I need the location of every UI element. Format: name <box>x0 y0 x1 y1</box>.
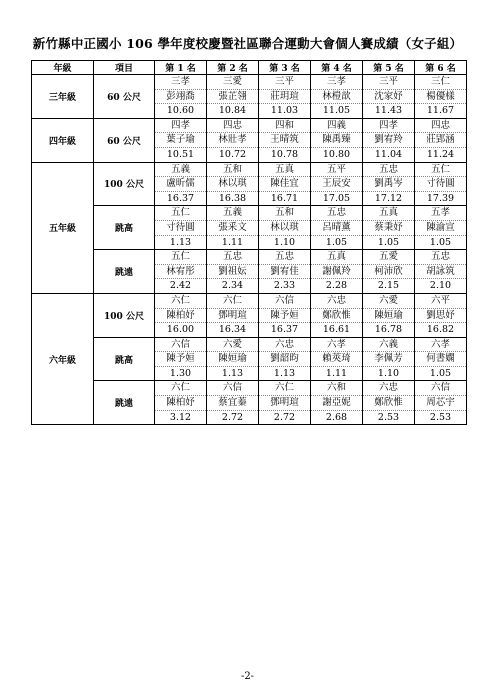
result-score: 2.42 <box>155 278 206 293</box>
result-score: 11.43 <box>363 103 414 118</box>
result-name: 楊優樣 <box>415 89 466 104</box>
result-score: 1.11 <box>311 366 362 381</box>
result-score: 1.13 <box>207 366 258 381</box>
result-cell <box>207 206 259 250</box>
grade-cell: 四年級 <box>32 118 94 162</box>
result-cell <box>207 118 259 162</box>
result-name: 彭翊喬 <box>155 89 206 104</box>
result-name: 劉思妤 <box>415 308 466 323</box>
result-cell <box>207 337 259 381</box>
result-name: 莊郢涵 <box>415 132 466 147</box>
table-row <box>32 162 467 206</box>
result-score: 2.15 <box>363 278 414 293</box>
result-name: 陳予姮 <box>259 308 310 323</box>
result-name: 劉祖妘 <box>207 264 258 279</box>
result-cell <box>363 75 415 119</box>
table-row <box>32 250 467 294</box>
result-score: 1.13 <box>155 235 206 250</box>
result-cell <box>363 337 415 381</box>
result-name: 莊玥瑄 <box>259 89 310 104</box>
result-cell <box>259 293 311 337</box>
result-class: 六仁 <box>222 294 242 306</box>
result-score: 2.28 <box>311 278 362 293</box>
result-class: 六信 <box>222 382 242 394</box>
result-cell <box>207 75 259 119</box>
result-class: 五平 <box>326 163 346 175</box>
result-class: 五忠 <box>222 251 242 263</box>
grade-cell: 三年級 <box>32 75 94 119</box>
result-name: 陳佳宜 <box>259 176 310 191</box>
result-name: 陳渝宣 <box>415 220 466 235</box>
result-cell <box>363 162 415 206</box>
results-table <box>31 60 467 425</box>
result-name: 陳予姮 <box>155 351 206 366</box>
result-cell <box>311 381 363 425</box>
result-class: 五忠 <box>274 251 294 263</box>
result-score: 11.05 <box>311 103 362 118</box>
result-cell <box>259 337 311 381</box>
grade-cell: 五年級 <box>32 162 94 293</box>
result-cell <box>155 206 207 250</box>
result-class: 五和 <box>274 207 294 219</box>
result-class: 六忠 <box>274 338 294 350</box>
header-place-4: 第 4 名 <box>311 61 363 75</box>
result-score: 16.37 <box>155 191 206 206</box>
event-cell: 跳遠 <box>94 250 155 294</box>
result-name: 謝亞妮 <box>311 395 362 410</box>
result-cell <box>415 162 467 206</box>
result-class: 四孝 <box>170 119 190 131</box>
result-cell <box>259 162 311 206</box>
event-cell: 100 公尺 <box>94 162 155 206</box>
result-cell <box>155 381 207 425</box>
result-name: 陳柏妤 <box>155 395 206 410</box>
result-score: 16.78 <box>363 322 414 337</box>
result-class: 五孝 <box>430 207 450 219</box>
result-name: 鄭欣惟 <box>363 395 414 410</box>
result-score: 2.53 <box>415 410 466 425</box>
result-class: 六忠 <box>378 382 398 394</box>
result-cell <box>415 206 467 250</box>
result-score: 2.33 <box>259 278 310 293</box>
table-row <box>32 75 467 119</box>
result-name: 林宥彤 <box>155 264 206 279</box>
result-class: 六義 <box>378 338 398 350</box>
result-cell <box>155 118 207 162</box>
result-cell <box>207 381 259 425</box>
result-class: 五忠 <box>378 163 398 175</box>
page-number: -2- <box>240 671 255 682</box>
result-cell <box>311 337 363 381</box>
result-cell <box>259 381 311 425</box>
header-row <box>32 61 467 75</box>
result-cell <box>363 250 415 294</box>
result-class: 三仁 <box>430 76 450 87</box>
result-score: 11.67 <box>415 103 466 118</box>
result-class: 三平 <box>274 76 294 87</box>
result-name: 林以琪 <box>259 220 310 235</box>
header-place-3: 第 3 名 <box>259 61 311 75</box>
result-class: 五真 <box>378 207 398 219</box>
result-class: 六愛 <box>378 294 398 306</box>
result-class: 五忠 <box>326 207 346 219</box>
result-cell <box>311 206 363 250</box>
result-score: 2.72 <box>259 410 310 425</box>
result-cell <box>155 75 207 119</box>
result-class: 四忠 <box>222 119 242 131</box>
result-class: 五忠 <box>430 251 450 263</box>
result-class: 三愛 <box>222 76 242 87</box>
event-cell: 跳高 <box>94 337 155 381</box>
result-score: 1.05 <box>415 366 466 381</box>
result-class: 六忠 <box>326 294 346 306</box>
result-cell <box>415 75 467 119</box>
result-cell <box>415 337 467 381</box>
grade-cell: 六年級 <box>32 293 94 424</box>
result-class: 三平 <box>378 76 398 87</box>
result-score: 16.34 <box>207 322 258 337</box>
results-body <box>32 75 467 425</box>
result-cell <box>207 162 259 206</box>
result-name: 謝佩羚 <box>311 264 362 279</box>
result-name: 劉禹岑 <box>363 176 414 191</box>
result-class: 六和 <box>326 382 346 394</box>
result-cell <box>259 206 311 250</box>
result-name: 陳柏妤 <box>155 308 206 323</box>
event-cell: 跳遠 <box>94 381 155 425</box>
result-cell <box>363 381 415 425</box>
result-name: 鄧明瑄 <box>259 395 310 410</box>
result-score: 1.13 <box>259 366 310 381</box>
result-name: 賴莢琦 <box>311 351 362 366</box>
result-score: 1.30 <box>155 366 206 381</box>
result-class: 五和 <box>222 163 242 175</box>
result-cell <box>415 250 467 294</box>
result-score: 10.84 <box>207 103 258 118</box>
result-class: 三孝 <box>326 76 346 87</box>
result-name: 沈家妤 <box>363 89 414 104</box>
result-cell <box>155 337 207 381</box>
result-score: 2.34 <box>207 278 258 293</box>
result-cell <box>311 162 363 206</box>
result-name: 蔡宜蓁 <box>207 395 258 410</box>
table-row <box>32 381 467 425</box>
result-score: 16.82 <box>415 322 466 337</box>
result-cell <box>415 118 467 162</box>
result-score: 16.61 <box>311 322 362 337</box>
result-score: 1.05 <box>311 235 362 250</box>
result-score: 16.00 <box>155 322 206 337</box>
result-class: 五愛 <box>378 251 398 263</box>
event-cell: 跳高 <box>94 206 155 250</box>
result-class: 五真 <box>274 163 294 175</box>
result-name: 林壯孝 <box>207 132 258 147</box>
result-class: 四孝 <box>378 119 398 131</box>
result-cell <box>415 293 467 337</box>
result-cell <box>155 293 207 337</box>
result-score: 16.38 <box>207 191 258 206</box>
result-class: 五仁 <box>170 207 190 219</box>
result-name: 周芯宇 <box>415 395 466 410</box>
table-row <box>32 337 467 381</box>
result-name: 林以琪 <box>207 176 258 191</box>
table-row <box>32 206 467 250</box>
result-class: 三孝 <box>170 76 190 87</box>
event-cell: 60 公尺 <box>94 75 155 119</box>
header-place-5: 第 5 名 <box>363 61 415 75</box>
document-title: 新竹縣中正國小 106 學年度校慶暨社區聯合運動大會個人賽成績（女子組） <box>32 36 463 51</box>
result-score: 17.12 <box>363 191 414 206</box>
result-class: 五仁 <box>430 163 450 175</box>
result-name: 劉宥佳 <box>259 264 310 279</box>
result-class: 六平 <box>430 294 450 306</box>
result-score: 10.80 <box>311 147 362 162</box>
result-score: 2.72 <box>207 410 258 425</box>
result-class: 六仁 <box>170 382 190 394</box>
result-cell <box>259 118 311 162</box>
result-score: 1.10 <box>363 366 414 381</box>
header-grade: 年級 <box>32 61 94 75</box>
result-name: 葉子瑜 <box>155 132 206 147</box>
header-place-6: 第 6 名 <box>415 61 467 75</box>
result-score: 10.51 <box>155 147 206 162</box>
result-class: 五仁 <box>170 251 190 263</box>
result-name: 呂晴薰 <box>311 220 362 235</box>
result-score: 1.10 <box>259 235 310 250</box>
result-cell <box>363 118 415 162</box>
result-name: 劉宥羚 <box>363 132 414 147</box>
result-class: 六孝 <box>430 338 450 350</box>
result-name: 寸待圓 <box>155 220 206 235</box>
result-class: 六信 <box>430 382 450 394</box>
result-cell <box>155 250 207 294</box>
result-name: 鄧明瑄 <box>207 308 258 323</box>
result-score: 10.72 <box>207 147 258 162</box>
result-class: 六孝 <box>326 338 346 350</box>
result-class: 六信 <box>170 338 190 350</box>
result-name: 林榿歆 <box>311 89 362 104</box>
result-name: 張芷翎 <box>207 89 258 104</box>
result-cell <box>311 118 363 162</box>
result-class: 五義 <box>222 207 242 219</box>
result-score: 3.12 <box>155 410 206 425</box>
result-score: 11.03 <box>259 103 310 118</box>
result-cell <box>207 293 259 337</box>
result-class: 六信 <box>274 294 294 306</box>
table-row <box>32 118 467 162</box>
result-class: 六仁 <box>274 382 294 394</box>
result-score: 2.53 <box>363 410 414 425</box>
header-event: 項目 <box>94 61 155 75</box>
result-score: 1.11 <box>207 235 258 250</box>
result-cell <box>311 75 363 119</box>
result-name: 寸待圓 <box>415 176 466 191</box>
result-name: 劉韶昀 <box>259 351 310 366</box>
result-score: 1.05 <box>415 235 466 250</box>
result-name: 王晴筑 <box>259 132 310 147</box>
result-name: 蔡秉妤 <box>363 220 414 235</box>
event-cell: 60 公尺 <box>94 118 155 162</box>
result-class: 四義 <box>326 119 346 131</box>
result-score: 11.04 <box>363 147 414 162</box>
result-score: 10.60 <box>155 103 206 118</box>
result-class: 六仁 <box>170 294 190 306</box>
result-cell <box>311 250 363 294</box>
result-score: 1.05 <box>363 235 414 250</box>
result-class: 六愛 <box>222 338 242 350</box>
result-name: 李佩芳 <box>363 351 414 366</box>
result-score: 11.24 <box>415 147 466 162</box>
result-name: 何書嫻 <box>415 351 466 366</box>
result-cell <box>363 206 415 250</box>
result-class: 五真 <box>326 251 346 263</box>
result-name: 王辰安 <box>311 176 362 191</box>
header-place-1: 第 1 名 <box>155 61 207 75</box>
result-cell <box>207 250 259 294</box>
result-score: 16.71 <box>259 191 310 206</box>
result-name: 陳禹臻 <box>311 132 362 147</box>
result-name: 柯沛欣 <box>363 264 414 279</box>
result-name: 盧昕儒 <box>155 176 206 191</box>
result-class: 四忠 <box>430 119 450 131</box>
result-cell <box>363 293 415 337</box>
result-score: 2.68 <box>311 410 362 425</box>
result-score: 17.05 <box>311 191 362 206</box>
result-cell <box>311 293 363 337</box>
result-name: 鄭欣惟 <box>311 308 362 323</box>
result-score: 17.39 <box>415 191 466 206</box>
result-cell <box>259 250 311 294</box>
result-score: 2.10 <box>415 278 466 293</box>
result-cell <box>259 75 311 119</box>
result-name: 陳姮瑜 <box>207 351 258 366</box>
event-cell: 100 公尺 <box>94 293 155 337</box>
result-class: 五義 <box>170 163 190 175</box>
result-cell <box>155 162 207 206</box>
result-class: 四和 <box>274 119 294 131</box>
result-name: 胡詠筑 <box>415 264 466 279</box>
result-score: 10.78 <box>259 147 310 162</box>
result-cell <box>415 381 467 425</box>
result-score: 16.37 <box>259 322 310 337</box>
header-place-2: 第 2 名 <box>207 61 259 75</box>
table-row <box>32 293 467 337</box>
result-name: 陳姮瑜 <box>363 308 414 323</box>
result-name: 張釆文 <box>207 220 258 235</box>
